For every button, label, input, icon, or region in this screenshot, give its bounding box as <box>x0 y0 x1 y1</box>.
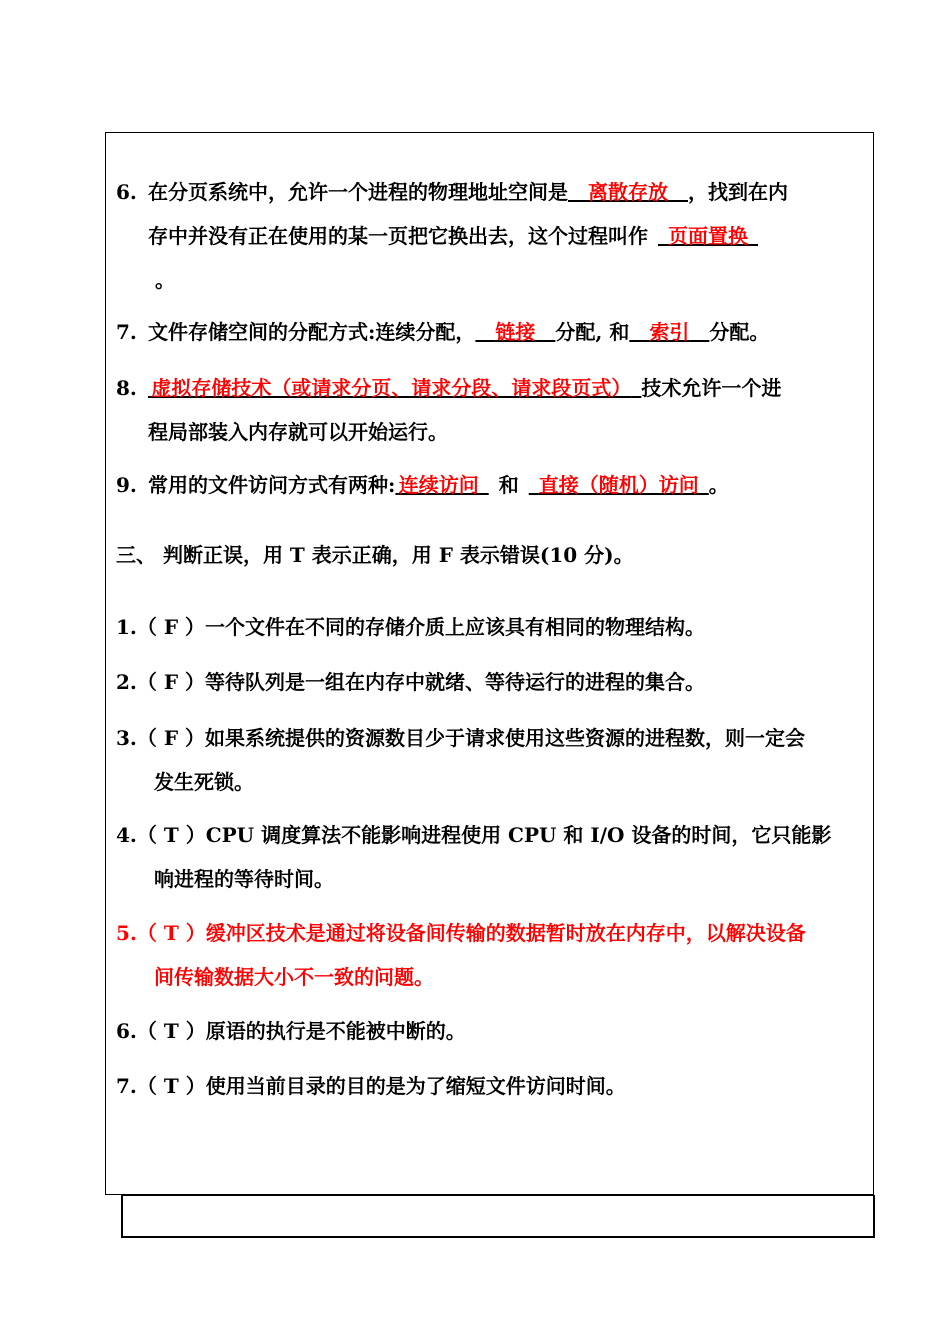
judgment-item-3 <box>116 716 861 760</box>
statement-text: 一个文件在不同的存储介质上应该具有相同的物理结构。 <box>205 615 706 639</box>
question-text: 。 <box>155 268 175 292</box>
question-text: 程局部装入内存就可以开始运行。 <box>148 420 448 444</box>
question-text: ，找到在内 <box>688 180 788 204</box>
question-text: 分配, 和 <box>555 320 630 344</box>
question-text: 和 <box>498 473 519 497</box>
item-number: 6. <box>116 180 137 204</box>
answer-blank: 页面置换 <box>668 224 748 248</box>
judgment-item-4-line2 <box>154 857 899 901</box>
answer-blank: 直接（随机）访问 <box>538 473 699 497</box>
question-text: 存中并没有正在使用的某一页把它换出去，这个过程叫作 <box>148 224 648 248</box>
judgment-item-5-line2 <box>154 955 899 999</box>
judgment-item-3-line2 <box>154 760 899 804</box>
fill-item-6-line3 <box>155 258 900 302</box>
statement-text: 如果系统提供的资源数目少于请求使用这些资源的进程数，则一定会 <box>205 726 806 750</box>
answer-mark: （ F ） <box>136 615 206 639</box>
section-heading-text: 三、 判断正误，用 T 表示正确，用 F 表示错误(10 分)。 <box>116 543 634 567</box>
answer-mark: （ T ） <box>136 921 206 945</box>
statement-text: 缓冲区技术是通过将设备间传输的数据暂时放在内存中，以解决设备 <box>205 921 806 945</box>
question-text: 。 <box>708 473 729 497</box>
answer-blank: 连续访问 <box>398 473 479 497</box>
fill-item-9 <box>116 463 861 507</box>
judgment-item-4 <box>116 813 861 857</box>
answer-mark: （ F ） <box>136 670 206 694</box>
item-number: 1. <box>116 615 137 639</box>
statement-text: 使用当前目录的目的是为了缩短文件访问时间。 <box>205 1074 626 1098</box>
fill-item-8-line2 <box>148 410 893 454</box>
fill-item-7 <box>116 310 861 354</box>
question-text: 在分页系统中，允许一个进程的物理地址空间是 <box>148 180 568 204</box>
statement-text: 等待队列是一组在内存中就绪、等待运行的进程的集合。 <box>205 670 706 694</box>
statement-text: CPU 调度算法不能影响进程使用 CPU 和 I/O 设备的时间，它只能影 <box>205 823 832 847</box>
answer-blank: 离散存放 <box>588 180 668 204</box>
item-number: 2. <box>116 670 137 694</box>
answer-blank: 链接 <box>495 320 536 344</box>
item-number: 9. <box>116 473 137 497</box>
item-number: 4. <box>116 823 137 847</box>
fill-item-6 <box>116 170 861 214</box>
statement-text: 发生死锁。 <box>154 770 254 794</box>
item-number: 7. <box>116 1074 137 1098</box>
statement-text: 原语的执行是不能被中断的。 <box>205 1019 466 1043</box>
answer-mark: （ T ） <box>136 823 206 847</box>
item-number: 6. <box>116 1019 137 1043</box>
item-number: 7. <box>116 320 137 344</box>
judgment-item-1 <box>116 605 861 649</box>
question-text: 分配。 <box>709 320 770 344</box>
judgment-item-7 <box>116 1064 861 1108</box>
fill-item-6-line2 <box>148 214 893 258</box>
item-number: 3. <box>116 726 137 750</box>
judgment-item-2 <box>116 660 861 704</box>
answer-blank: 索引 <box>649 320 690 344</box>
statement-text: 响进程的等待时间。 <box>154 867 334 891</box>
answer-mark: （ F ） <box>136 726 206 750</box>
section-heading <box>116 533 861 577</box>
footer-box <box>121 1195 875 1238</box>
judgment-item-5 <box>116 911 861 955</box>
answer-blank: 虚拟存储技术（或请求分页、请求分段、请求段页式） <box>151 376 632 400</box>
answer-mark: （ T ） <box>136 1019 206 1043</box>
item-number: 8. <box>116 376 137 400</box>
question-text: 文件存储空间的分配方式:连续分配， <box>148 320 476 344</box>
answer-mark: （ T ） <box>136 1074 206 1098</box>
judgment-item-6 <box>116 1009 861 1053</box>
question-text: 常用的文件访问方式有两种: <box>148 473 396 497</box>
fill-item-8 <box>116 366 861 410</box>
statement-text: 间传输数据大小不一致的问题。 <box>154 965 434 989</box>
question-text: 技术允许一个进 <box>641 376 782 400</box>
item-number: 5. <box>116 921 137 945</box>
